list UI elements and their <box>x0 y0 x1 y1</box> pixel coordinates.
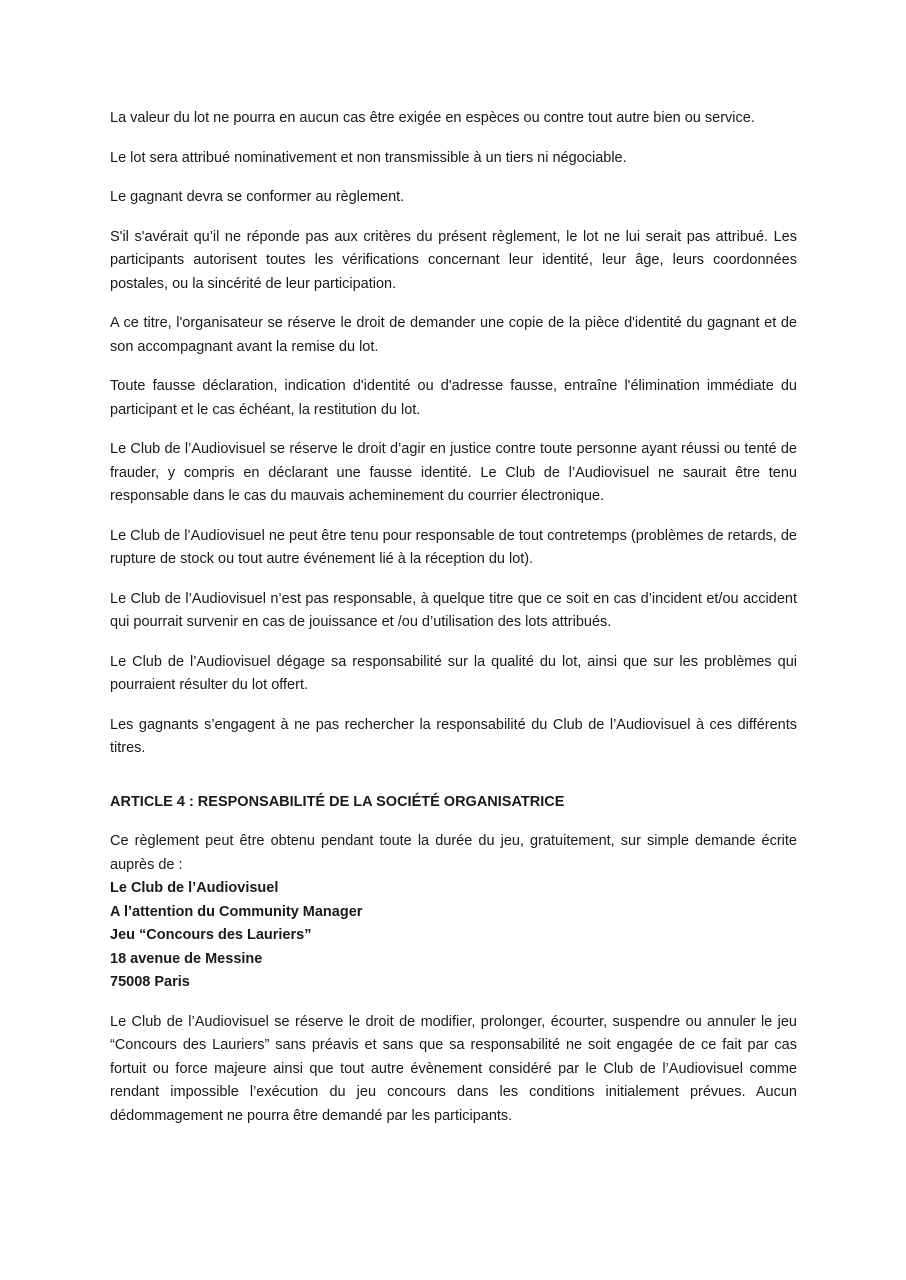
paragraph-false-declaration: Toute fausse déclaration, indication d'identité ou d'adresse fausse, entraîne l'élimination immédiate du participant et le cas échéant, la restitution du lot. <box>110 378 797 418</box>
paragraph-lot-quality: Le Club de l’Audiovisuel dégage sa responsabilité sur la qualité du lot, ainsi que sur les problèmes qui pourraient résulter du lot offert. <box>110 653 797 693</box>
article-4-closing: Le Club de l’Audiovisuel se réserve le droit de modifier, prolonger, écourter, suspendre ou annuler le jeu “Concours des Lauriers” sans préavis et sans que sa responsabilité ne soit engagée de ce fait par cas fortuit ou force majeure ainsi que tout autre évènement considéré par le Club de l’Audiovisuel comme rendant impossible l’exécution du jeu concours dans les conditions initialement prévues. Aucun dédommagement ne pourra être demandé par les participants. <box>110 1013 797 1124</box>
address-line-organisation: Le Club de l’Audiovisuel <box>110 880 279 896</box>
postal-address <box>110 877 797 995</box>
article-4-intro: Ce règlement peut être obtenu pendant toute la durée du jeu, gratuitement, sur simple demande écrite auprès de : <box>110 833 797 873</box>
paragraph-identity-copy: A ce titre, l'organisateur se réserve le droit de demander une copie de la pièce d'identité du gagnant et de son accompagnant avant la remise du lot. <box>110 315 797 355</box>
paragraph-legal-action: Le Club de l’Audiovisuel se réserve le droit d’agir en justice contre toute personne ayant réussi ou tenté de frauder, y compris en déclarant une fausse identité. Le Club de l’Audiovisuel ne saurait être tenu responsable dans le cas du mauvais acheminement du courrier électronique. <box>110 441 797 504</box>
paragraph-winners-engagement: Les gagnants s’engagent à ne pas rechercher la responsabilité du Club de l’Audiovisuel à ces différents titres. <box>110 716 797 756</box>
address-line-city: 75008 Paris <box>110 974 190 990</box>
paragraph-incident: Le Club de l’Audiovisuel n’est pas responsable, à quelque titre que ce soit en cas d’incident et/ou accident qui pourrait survenir en cas de jouissance et /ou d’utilisation des lots attribués. <box>110 590 797 630</box>
document-page <box>110 107 797 1144</box>
paragraph-winner-compliance: Le gagnant devra se conformer au règlement. <box>110 189 405 205</box>
paragraph-lot-nominative: Le lot sera attribué nominativement et non transmissible à un tiers ni négociable. <box>110 149 627 166</box>
address-line-attention: A l’attention du Community Manager <box>110 903 363 920</box>
address-line-game: Jeu “Concours des Lauriers” <box>110 927 312 943</box>
address-line-street: 18 avenue de Messine <box>110 950 263 967</box>
paragraph-lot-value: La valeur du lot ne pourra en aucun cas être exigée en espèces ou contre tout autre bien ou service. <box>110 110 755 126</box>
paragraph-criteria-verification: S'il s'avérait qu’il ne réponde pas aux critères du présent règlement, le lot ne lui serait pas attribué. Les participants autorisent toutes les vérifications concernant leur identité, leur âge, leurs coordonnées postales, ou la sincérité de leur participation. <box>110 228 797 292</box>
article-4-heading: ARTICLE 4 : RESPONSABILITÉ DE LA SOCIÉTÉ ORGANISATRICE <box>110 793 565 810</box>
paragraph-contretemps: Le Club de l’Audiovisuel ne peut être tenu pour responsable de tout contretemps (problèmes de retards, de rupture de stock ou tout autre événement lié à la réception du lot). <box>110 527 797 567</box>
